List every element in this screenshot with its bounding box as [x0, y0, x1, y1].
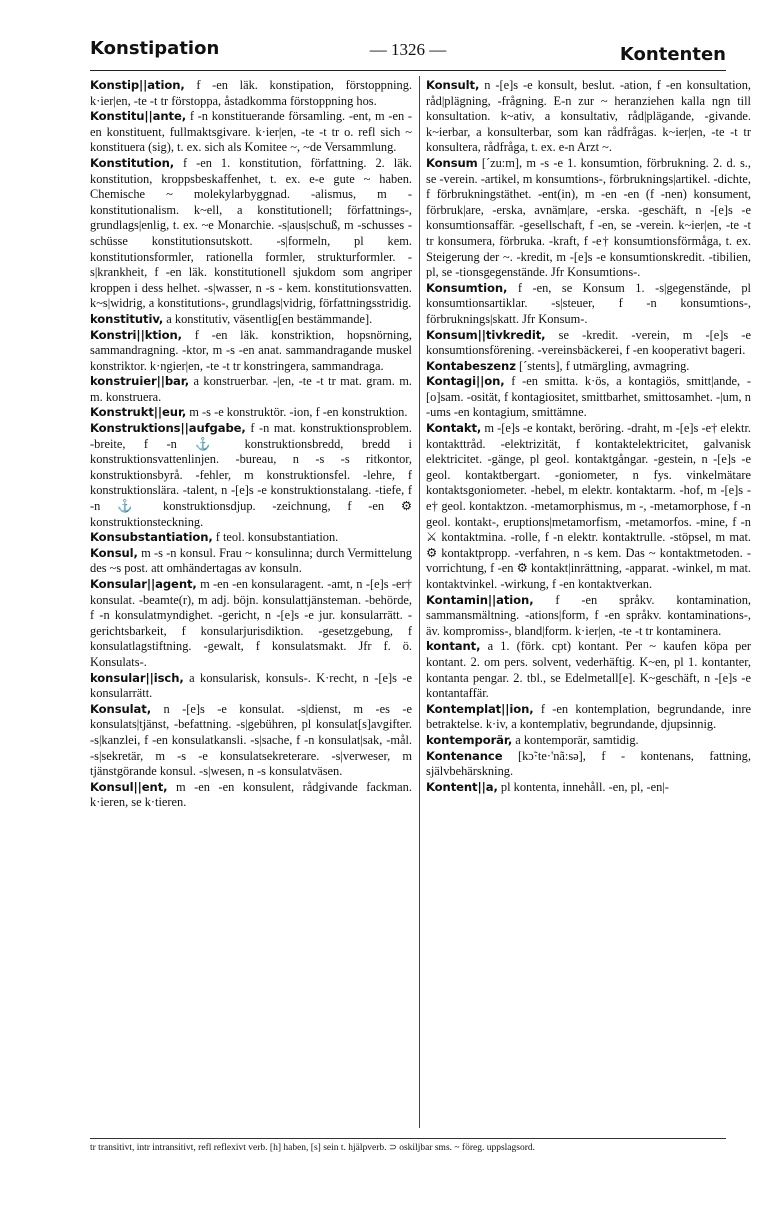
- dictionary-entry: [90, 374, 412, 405]
- entry-headword: konsular||isch,: [90, 670, 184, 685]
- entry-definition: a 1. (förk. cpt) kontant. Per ~ kaufen köpa per kontant. 2. om pers. solvent, vederhäftig. K~en, pl 1. kontanter, kontanta pengar. 2. tbl., se Edelmetall[e]. K~geschäft, n -[e]s -e kontantaffär.: [426, 639, 752, 701]
- entry-headword: Konstitu||ante,: [90, 109, 187, 124]
- page-header: [90, 34, 726, 70]
- entry-definition: m -[e]s -e kontakt, beröring. -draht, m -[e]s -e† elektr. kontakttråd. -elektrizität, f kontaktelektricitet, galvanisk elektricitet. -gänge, pl geol. kontaktgångar. -gestein, n -[e]s -e geol. kontaktbergart. -goniometer, n fys. vinkelmätare kontaktsgoniometer. -hebel, m elektr. kontaktarm. -hof, m -[e]s -e† geol. kontaktzon. -metamorphismus, m -, -metamorphose, f -n geol. kontakt-, eruptions|metamorfism, -metamorfos. -mine, f -n ⚔ kontaktmina. -rolle, f -n elektr. kontaktrulle. -stöpsel, m mat. ⚙ kontaktpropp. -verfahren, n -s kem. Das ~ kontaktmetoden. -vorrichtung, f -en ⚙ kontakt|inrättning, -apparat. -winkel, m mat. kontaktvinkel. -wirkung, f -en kontaktverkan.: [426, 421, 751, 591]
- dictionary-entry: [90, 405, 412, 421]
- entry-definition: a konstruerbar. -|en, -te -t tr mat. gram. m. m. konstruera.: [90, 374, 412, 404]
- dictionary-entry: [90, 109, 412, 156]
- right-column: [426, 78, 751, 795]
- page-number: — 1326 —: [369, 40, 447, 59]
- entry-definition: m -en -en konsularagent. -amt, n -[e]s -er† konsulat. -beamte(r), m adj. böjn. konsulattjänsteman. -behörde, f -n konsulatmyndighet. -gericht, n -[e]s -e jur. konsularrätt. -gerichtsbarkeit, f konsularjurisdiktion. -gesetzgebung, f konsulatlagstiftning. -gewalt, f konsulatsmakt. Jfr f. ö. Konsulats-.: [90, 577, 412, 669]
- header-rule: [90, 70, 726, 71]
- entry-definition: f -en 1. konstitution, författning. 2. läk. konstitution, kroppsbeskaffenhet, t. ex. e-e gute ~ haben. Chemische ~ molekylarbyggnad. -alismus, m - konstitutionalism. k~ell, a konstitutionell; författnings-, grundlags|enlig, t. ex. ~e Monarchie. -s|aus|schuß, m -schusses -schüsse konstitutionsutskott. -s|formeln, pl kem. konstitutionsformler, rationella formler, strukturformler. -s|krankheit, f -en läk. konstitutionell sjukdom som angriper kroppen i dess helhet. -s|wasser, n -s - kem. konstitutionsvatten. k~s|widrig, a konstitutions-, grundlags|vidrig, författningsstridig.: [90, 155, 412, 311]
- entry-headword: Konsult,: [426, 78, 480, 92]
- entry-headword: Konsubstantiation,: [90, 530, 213, 545]
- dictionary-entry: [426, 281, 751, 328]
- entry-definition: f -en, se Konsum 1. -s|gegenstände, pl konsumtionsartiklar. -s|steuer, f -n konsumtions-, förbruknings|skatt. Jfr Konsum-.: [426, 280, 751, 326]
- dictionary-entry: [90, 702, 412, 780]
- entry-headword: Konsulat,: [90, 701, 151, 716]
- dictionary-entry: [90, 78, 412, 109]
- entry-definition: f -n konstituerande församling. -ent, m -en -en konstituent, fullmaktsgivare. k·ier|en, -te -t tr o. refl sich ~ konstituera (sig), t. ex. sich als Komitee ~, ~de Versammlung.: [90, 109, 412, 155]
- header-last-word: Kontenten: [619, 44, 726, 65]
- dictionary-entry: [90, 780, 412, 811]
- entry-definition: f -en läk. konstipation, förstoppning. k·ier|en, -te -t tr förstoppa, åstadkomma förstoppning hos.: [90, 78, 413, 108]
- entry-definition: a konstitutiv, väsentlig[en bestämmande].: [166, 311, 373, 326]
- entry-headword: Konstrukt||eur,: [90, 405, 187, 420]
- entry-headword: Konsumtion,: [426, 280, 508, 295]
- entry-headword: konstitutiv,: [90, 311, 164, 326]
- entry-definition: n -[e]s -e konsulat. -s|dienst, m -es -e konsulats|tjänst, -befattning. -s|gebühren, pl konsulat[s]avgifter. -s|kanzlei, f -en konsulatkansli. -s|sache, f -n konsulat|sak, -mål. -s|sekretär, m -s -e konsulatsekreterare. -s|verweser, m tjänstgörande konsul. -s|wesen, n -s konsulatväsen.: [90, 701, 412, 779]
- entry-definition: m -s -e konstruktör. -ion, f -en konstruktion.: [189, 405, 408, 420]
- entry-headword: Kontabeszenz: [426, 358, 516, 373]
- entry-definition: [kɔ̃·te·'nã:sə], f - kontenans, fattning, självbehärskning.: [426, 748, 751, 779]
- entry-definition: f -en läk. konstriktion, hopsnörning, sammandragning. -ktor, m -s -en anat. sammandragande muskel konstriktor. k·ngier|en, -te -t tr konstringera, sammandraga.: [90, 327, 412, 373]
- entry-headword: Konstip||ation,: [90, 78, 185, 92]
- dictionary-entry: [426, 749, 751, 780]
- dictionary-entry: [426, 359, 751, 375]
- entry-definition: m -en -en konsulent, rådgivande fackman. k·ieren, se k·tieren.: [90, 779, 412, 810]
- entry-headword: Konsul||ent,: [90, 779, 168, 794]
- entry-headword: Konsular||agent,: [90, 577, 197, 591]
- dictionary-entry: [90, 421, 412, 530]
- dictionary-entry: [426, 702, 751, 733]
- entry-definition: a konsularisk, konsuls-. K·recht, n -[e]s -e konsularrätt.: [90, 670, 412, 701]
- entry-definition: a kontemporär, samtidig.: [515, 732, 639, 747]
- entry-definition: pl kontenta, innehåll. -en, pl, -en|-: [500, 779, 669, 794]
- entry-definition: se -kredit. -verein, m -[e]s -e konsumtionsförening. -vereinsbäckerei, f -en kooperativt bageri.: [426, 327, 751, 358]
- entry-headword: konstruier||bar,: [90, 374, 189, 389]
- dictionary-entry: [90, 577, 412, 671]
- entry-headword: Konstruktions||aufgabe,: [90, 421, 246, 436]
- dictionary-entry: [426, 374, 751, 421]
- dictionary-entry: [90, 328, 412, 375]
- dictionary-entry: [426, 593, 751, 640]
- dictionary-entry: [90, 312, 412, 328]
- entry-headword: Kontemplat||ion,: [426, 701, 534, 716]
- dictionary-entry: [426, 156, 751, 281]
- entry-headword: Konstitution,: [90, 155, 175, 170]
- dictionary-entry: [426, 78, 751, 156]
- footer-rule: [90, 1138, 726, 1139]
- dictionary-entry: [426, 421, 751, 593]
- header-first-word: Konstipation: [90, 38, 220, 59]
- entry-definition: [´zu:m], m -s -e 1. konsumtion, förbrukning. 2. d. s., se -verein. -artikel, m konsumtions-, förbruknings|artikel. -dichte, f förbrukningstäthet. -ent(in), m -en -en (f -nen) konsument, förbruk|are, -erska, avnäm|are, -erska. -geschäft, n -[e]s -e konsumtionsaffär. -gesellschaft, f -en, se -verein. k~ier|en, -te -t tr konsumera, förbruka. -kraft, f -e† konsumtionsförmåga, t. ex. Steigerung der ~. -kredit, m -[e]s -e konsumtionskredit. -tibilien, pl, se -tionsgegenstände. Jfr Konsumtions-.: [426, 155, 751, 280]
- entry-headword: Konsum||tivkredit,: [426, 327, 546, 342]
- entry-definition: f teol. konsubstantiation.: [215, 530, 339, 545]
- entry-headword: Konsul,: [90, 545, 138, 560]
- dictionary-entry: [90, 671, 412, 702]
- entry-definition: n -[e]s -e konsult, beslut. -ation, f -en konsultation, råd|plägning, -frågning. E-n zur ~ heranziehen kalla ngn till konsultation. k~ativ, a konsultativ, råd|plägande, -givande. k~ierbar, a konsulterbar, som kan rådfrågas. k~ier|en, -te -t tr konsultera, rådfråga, t. ex. e-n Arzt ~.: [426, 78, 752, 155]
- abbreviation-footer: tr transitivt, intr intransitivt, refl reflexivt verb. [h] haben, [s] sein t. hjälpverb. ⊃ oskiljbar sms. ~ föreg. uppslagsord.: [90, 1143, 535, 1153]
- entry-headword: Konstri||ktion,: [90, 327, 182, 342]
- entry-definition: f -n mat. konstruktionsproblem. -breite, f -n ⚓ konstruktionsbredd, bredd i konstruktionsvattenlinjen. -bureau, n -s -s ritkontor, konstruktionsbyrå. -fehler, m konstruktionsfel. -lehre, f konstruktionslära. -talent, n -[e]s -e konstruktionstalang. -tiefe, f -n ⚓ konstruktionsdjup. -zeichnung, f -en ⚙ konstruktionsteckning.: [90, 421, 412, 529]
- left-column: [90, 78, 412, 811]
- entry-definition: m -s -n konsul. Frau ~ konsulinna; durch Vermittelung des ~s post. att omhändertagas av konsuln.: [90, 545, 412, 576]
- dictionary-entry: [90, 156, 412, 312]
- dictionary-entry: [90, 530, 412, 546]
- entry-definition: f -en kontemplation, begrundande, inre betraktelse. k·iv, a kontemplativ, begrundande, djupsinnig.: [426, 701, 751, 732]
- entry-headword: Kontakt,: [426, 421, 482, 436]
- entry-definition: f -en språkv. kontamination, sammansmältning. -ations|form, f -en språkv. kontaminations-, äv. kompromiss-, bland|form. k·ier|en, -te -t tr kontaminera.: [426, 592, 751, 638]
- dictionary-entry: [426, 733, 751, 749]
- entry-headword: Kontagi||on,: [426, 374, 505, 389]
- entry-headword: Konsum: [426, 155, 478, 170]
- entry-definition: [´stents], f utmärgling, avmagring.: [518, 358, 690, 373]
- dictionary-entry: [426, 780, 751, 796]
- dictionary-entry: [426, 639, 751, 701]
- entry-headword: kontant,: [426, 639, 481, 654]
- entry-headword: Kontamin||ation,: [426, 592, 534, 607]
- entry-headword: Kontenance: [426, 748, 503, 763]
- entry-headword: Kontent||a,: [426, 779, 498, 794]
- dictionary-entry: [426, 328, 751, 359]
- dictionary-entry: [90, 546, 412, 577]
- column-divider: [419, 76, 420, 1128]
- entry-definition: f -en smitta. k·ös, a kontagiös, smitt|ande, -[o]sam. -osität, f kontagiositet, smittbarhet, smittosamhet. -|um, n -ums -en kontagium, smittämne.: [426, 374, 751, 420]
- entry-headword: kontemporär,: [426, 732, 513, 747]
